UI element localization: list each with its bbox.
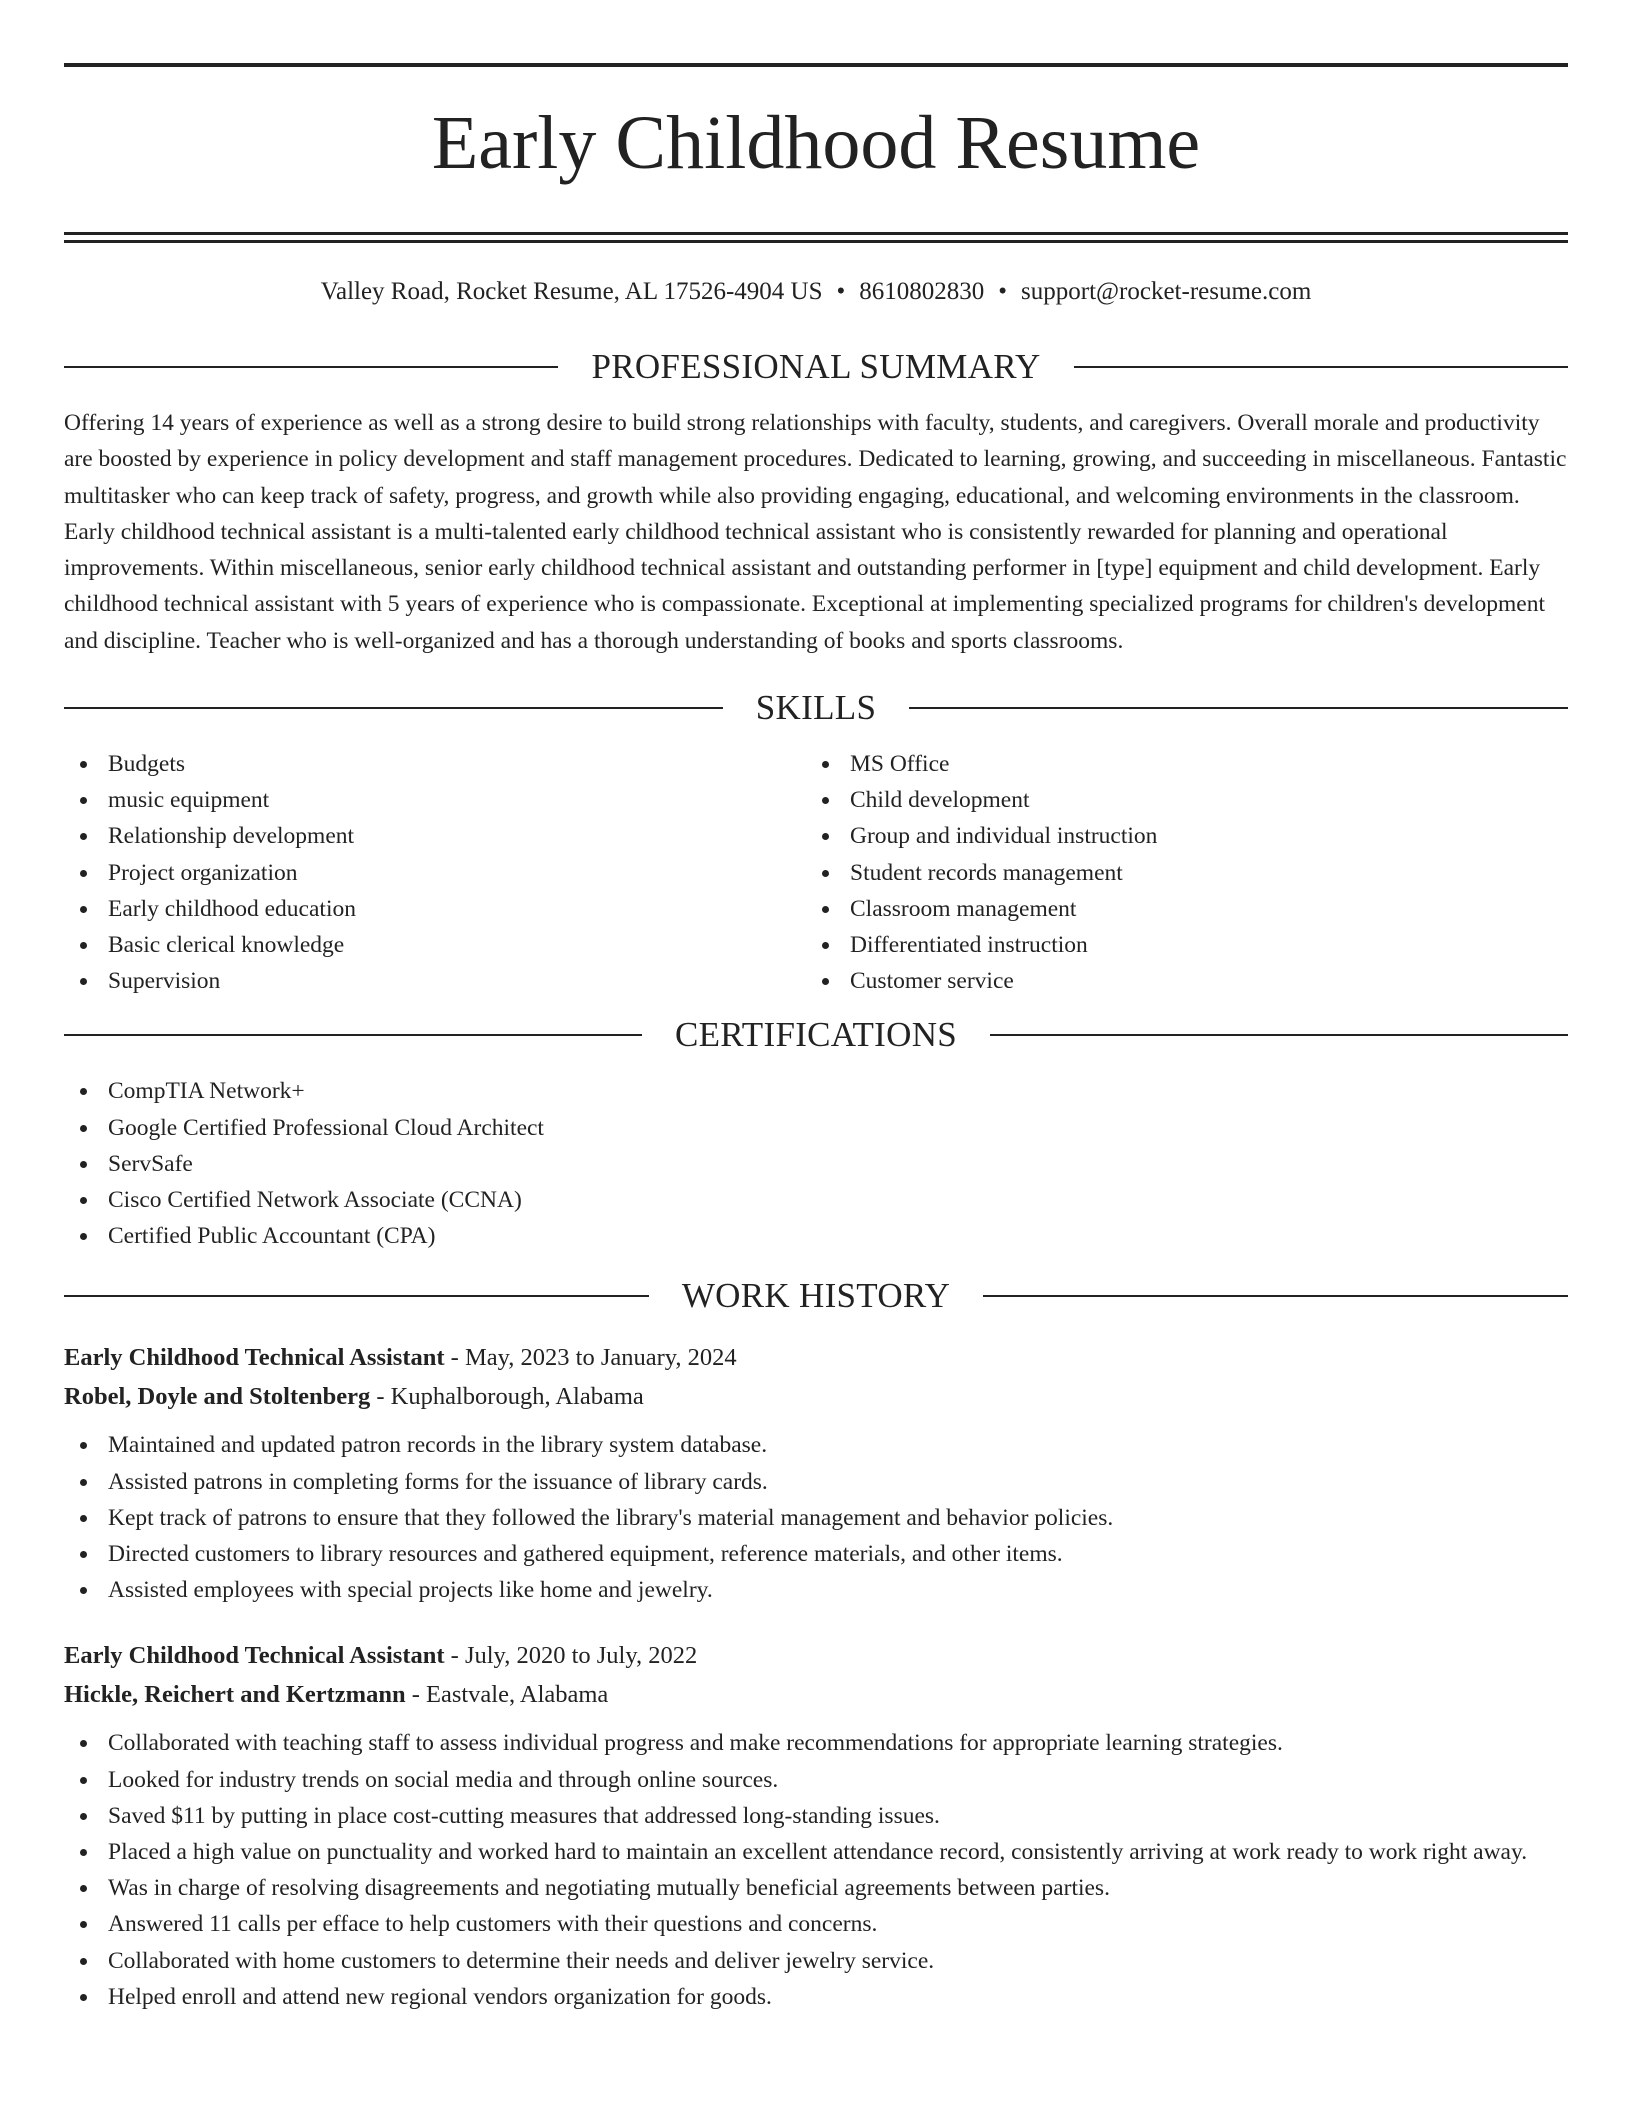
- skill-item: Basic clerical knowledge: [64, 927, 806, 963]
- job-bullet-list: [64, 1427, 1568, 1608]
- certification-item: CompTIA Network+: [64, 1073, 1568, 1109]
- heading-rule-right: [909, 707, 1568, 709]
- contact-phone: 8610802830: [859, 277, 985, 305]
- certifications-heading-row: [64, 1013, 1568, 1057]
- summary-heading-row: [64, 345, 1568, 389]
- skill-item: Early childhood education: [64, 891, 806, 927]
- job-bullet: Was in charge of resolving disagreements and negotiating mutually beneficial agreements between parties.: [64, 1870, 1568, 1906]
- job-entry: [64, 1636, 1568, 2015]
- certification-item: ServSafe: [64, 1146, 1568, 1182]
- contact-line: [64, 277, 1568, 307]
- skill-item: Customer service: [806, 963, 1548, 999]
- skills-list-left: [64, 746, 806, 999]
- job-bullet: Assisted employees with special projects like home and jewelry.: [64, 1572, 1568, 1608]
- job-bullet: Looked for industry trends on social media and through online sources.: [64, 1762, 1568, 1798]
- summary-heading: PROFESSIONAL SUMMARY: [591, 346, 1041, 386]
- job-location: - Eastvale, Alabama: [411, 1681, 609, 1709]
- contact-address: Valley Road, Rocket Resume, AL 17526-4904 US: [320, 277, 823, 305]
- certification-item: Certified Public Accountant (CPA): [64, 1218, 1568, 1254]
- job-title-line: [64, 1636, 1568, 1675]
- contact-separator: •: [998, 277, 1008, 305]
- skills-heading-row: [64, 686, 1568, 730]
- resume-title: Early Childhood Resume: [431, 101, 1201, 185]
- skill-item: MS Office: [806, 746, 1548, 782]
- job-bullet: Directed customers to library resources and gathered equipment, reference materials, and other items.: [64, 1536, 1568, 1572]
- skills-columns: [64, 746, 1568, 999]
- heading-rule-left: [64, 1295, 649, 1297]
- skill-item: Supervision: [64, 963, 806, 999]
- job-title: Early Childhood Technical Assistant: [64, 1642, 445, 1670]
- skill-item: Student records management: [806, 855, 1548, 891]
- top-rule: [64, 63, 1568, 67]
- job-entry: [64, 1338, 1568, 1608]
- job-bullet: Kept track of patrons to ensure that they followed the library's material management and behavior policies.: [64, 1500, 1568, 1536]
- skills-list-right: [806, 746, 1548, 999]
- job-company: Robel, Doyle and Stoltenberg: [64, 1383, 371, 1411]
- summary-text: Offering 14 years of experience as well as a strong desire to build strong relationships with faculty, students, and caregivers. Overall morale and productivity are boosted by experience in policy development and staff management procedures. Dedicated to learning, growing, and succeeding in miscellaneous. Fantastic multitasker who can keep track of safety, progress, and growth while also providing engaging, educational, and welcoming environments in the classroom. Early childhood technical assistant is a multi-talented early childhood technical assistant who is consistently rewarded for planning and operational improvements. Within miscellaneous, senior early childhood technical assistant and outstanding performer in [type] equipment and child development. Early childhood technical assistant with 5 years of experience who is compassionate. Exceptional at implementing specialized programs for children's development and discipline. Teacher who is well-organized and has a thorough understanding of books and sports classrooms.: [64, 409, 1567, 654]
- job-title: Early Childhood Technical Assistant: [64, 1344, 445, 1372]
- heading-rule-left: [64, 707, 723, 709]
- skill-item: Project organization: [64, 855, 806, 891]
- job-dates: - July, 2020 to July, 2022: [450, 1642, 698, 1670]
- heading-rule-right: [990, 1034, 1568, 1036]
- resume-page: [64, 0, 1568, 2015]
- work-history-heading: WORK HISTORY: [681, 1276, 951, 1316]
- certifications-heading: CERTIFICATIONS: [674, 1015, 958, 1055]
- job-bullet: Collaborated with home customers to determine their needs and deliver jewelry service.: [64, 1943, 1568, 1979]
- skill-item: Relationship development: [64, 818, 806, 854]
- job-bullet: Assisted patrons in completing forms for the issuance of library cards.: [64, 1464, 1568, 1500]
- certification-item: Cisco Certified Network Associate (CCNA): [64, 1182, 1568, 1218]
- contact-separator: •: [836, 277, 846, 305]
- heading-rule-right: [983, 1295, 1568, 1297]
- title-double-rule: [64, 232, 1568, 243]
- heading-rule-left: [64, 1034, 642, 1036]
- job-bullet: Maintained and updated patron records in the library system database.: [64, 1427, 1568, 1463]
- job-bullet: Helped enroll and attend new regional vendors organization for goods.: [64, 1979, 1568, 2015]
- job-company-line: [64, 1377, 1568, 1416]
- skills-heading: SKILLS: [755, 687, 877, 727]
- skill-item: Child development: [806, 782, 1548, 818]
- job-company: Hickle, Reichert and Kertzmann: [64, 1681, 406, 1709]
- heading-rule-left: [64, 366, 558, 368]
- job-bullet: Placed a high value on punctuality and worked hard to maintain an excellent attendance record, consistently arriving at work ready to work right away.: [64, 1834, 1568, 1870]
- job-dates: - May, 2023 to January, 2024: [450, 1344, 737, 1372]
- job-location: - Kuphalborough, Alabama: [376, 1383, 644, 1411]
- skill-item: Classroom management: [806, 891, 1548, 927]
- skill-item: Group and individual instruction: [806, 818, 1548, 854]
- contact-email: support@rocket-resume.com: [1021, 277, 1312, 305]
- job-bullet: Saved $11 by putting in place cost-cutting measures that addressed long-standing issues.: [64, 1798, 1568, 1834]
- skill-item: Differentiated instruction: [806, 927, 1548, 963]
- certifications-list: [64, 1073, 1568, 1254]
- job-bullet: Answered 11 calls per efface to help customers with their questions and concerns.: [64, 1906, 1568, 1942]
- certification-item: Google Certified Professional Cloud Architect: [64, 1110, 1568, 1146]
- job-title-line: [64, 1338, 1568, 1377]
- job-bullet: Collaborated with teaching staff to assess individual progress and make recommendations for appropriate learning strategies.: [64, 1725, 1568, 1761]
- skill-item: music equipment: [64, 782, 806, 818]
- job-bullet-list: [64, 1725, 1568, 2015]
- work-history-heading-row: [64, 1274, 1568, 1318]
- skill-item: Budgets: [64, 746, 806, 782]
- job-company-line: [64, 1675, 1568, 1714]
- heading-rule-right: [1074, 366, 1568, 368]
